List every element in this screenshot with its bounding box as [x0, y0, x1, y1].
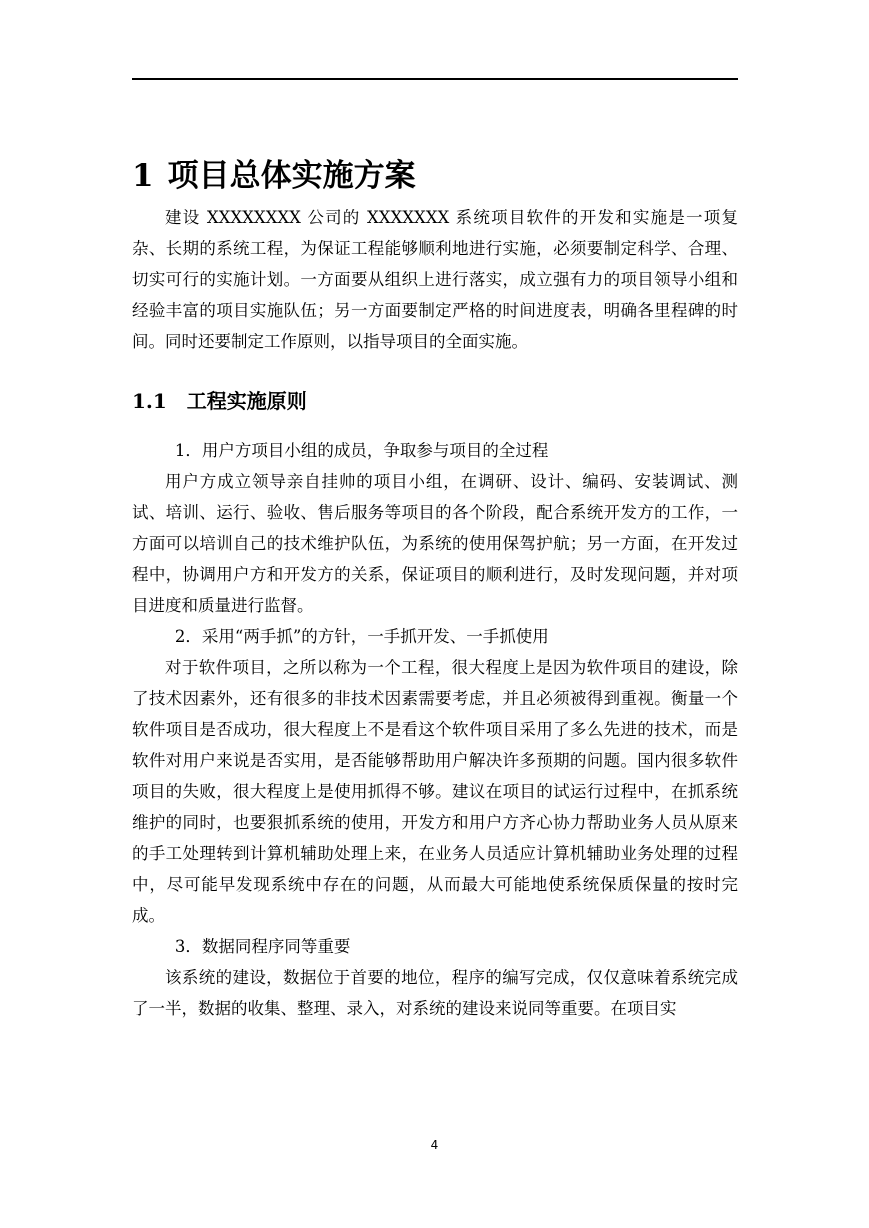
chapter-number: 1 — [132, 158, 154, 194]
intro-paragraph: 建设 XXXXXXXX 公司的 XXXXXXX 系统项目软件的开发和实施是一项复杂、长期的系统工程，为保证工程能够顺利地进行实施，必须要制定科学、合理、切实可行的实施计划。一方面要从组织上进行落实，成立强有力的项目领导小组和经验丰富的项目实施队伍；另一方面要制定严格的时间进度表，明确各里程碑的时间。同时还要制定工作原则，以指导项目的全面实施。 — [132, 208, 738, 351]
principle-2-title: 2．采用“两手抓”的方针，一手抓开发、一手抓使用 — [174, 627, 549, 646]
chapter-title: 项目总体实施方案 — [167, 158, 416, 194]
section-number: 1.1 — [132, 389, 167, 413]
section-title: 工程实施原则 — [186, 389, 307, 413]
principle-3-body: 该系统的建设，数据位于首要的地位，程序的编写完成，仅仅意味着系统完成了一半，数据的收集、整理、录入，对系统的建设来说同等重要。在项目实 — [132, 968, 738, 1018]
section-heading — [132, 387, 738, 415]
principle-3-title: 3．数据同程序同等重要 — [174, 937, 351, 956]
principle-1-title: 1．用户方项目小组的成员，争取参与项目的全过程 — [174, 441, 549, 460]
principle-2-body: 对于软件项目，之所以称为一个工程，很大程度上是因为软件项目的建设，除了技术因素外，还有很多的非技术因素需要考虑，并且必须被得到重视。衡量一个软件项目是否成功，很大程度上不是看这个软件项目采用了多么先进的技术，而是软件对用户来说是否实用，是否能够帮助用户解决许多预期的问题。国内很多软件项目的失败，很大程度上是使用抓得不够。建议在项目的试运行过程中，在抓系统维护的同时，也要狠抓系统的使用，开发方和用户方齐心协力帮助业务人员从原来的手工处理转到计算机辅助处理上来，在业务人员适应计算机辅助业务处理的过程中，尽可能早发现系统中存在的问题，从而最大可能地使系统保质保量的按时完成。 — [132, 658, 738, 925]
document-body — [132, 150, 738, 1024]
chapter-heading — [132, 150, 738, 202]
page-number: 4 — [430, 1138, 439, 1152]
header-rule — [132, 78, 738, 80]
principle-1-body: 用户方成立领导亲自挂帅的项目小组，在调研、设计、编码、安装调试、测试、培训、运行、验收、售后服务等项目的各个阶段，配合系统开发方的工作，一方面可以培训自己的技术维护队伍，为系统的使用保驾护航；另一方面，在开发过程中，协调用户方和开发方的关系，保证项目的顺利进行，及时发现问题，并对项目进度和质量进行监督。 — [132, 472, 738, 615]
